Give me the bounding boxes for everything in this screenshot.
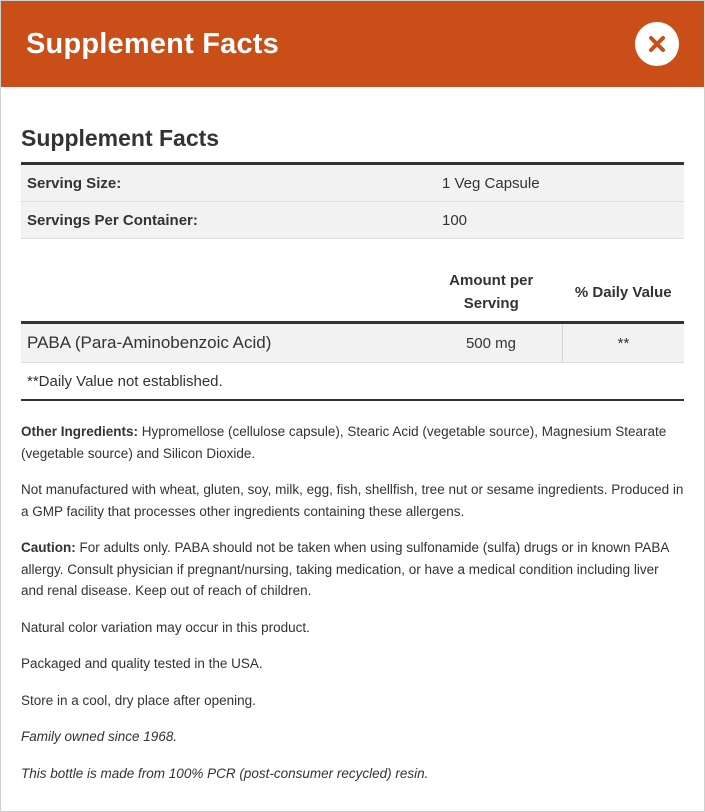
packaged-note: Packaged and quality tested in the USA.	[21, 656, 263, 671]
servings-per-container-label: Servings Per Container:	[21, 202, 436, 239]
footnote-row	[21, 363, 684, 401]
modal-header	[1, 1, 704, 87]
serving-size-label: Serving Size:	[21, 164, 436, 202]
daily-value-footnote: **Daily Value not established.	[21, 363, 684, 401]
nutrient-table-header	[21, 263, 684, 323]
allergen-statement: Not manufactured with wheat, gluten, soy, milk, egg, fish, shellfish, tree nut or sesame ingredients. Produced in a GMP facility that processes other ingredients containing these allergens.	[21, 482, 684, 519]
serving-size-row	[21, 164, 684, 202]
close-button[interactable]	[635, 22, 679, 66]
modal-title: Supplement Facts	[26, 27, 279, 60]
storage-note: Store in a cool, dry place after opening.	[21, 692, 256, 708]
servings-per-container-value: 100	[436, 202, 684, 239]
nutrient-daily-value: **	[563, 323, 685, 363]
nutrient-amount: 500 mg	[420, 323, 563, 363]
bottle-note: This bottle is made from 100% PCR (post-consumer recycled) resin.	[21, 765, 429, 781]
amount-header-line1: Amount per	[449, 272, 534, 289]
caution-label: Caution:	[21, 540, 76, 555]
other-ingredients-text: Hypromellose (cellulose capsule), Stearic Acid (vegetable source), Magnesium Stearate (vegetable source) and Silicon Dioxide.	[21, 424, 667, 461]
supplement-facts-table	[21, 162, 684, 239]
amount-header-line2: Serving	[463, 295, 519, 312]
amount-column-header	[420, 263, 563, 323]
nutrient-row	[21, 323, 684, 363]
servings-per-container-row	[21, 202, 684, 239]
nutrient-name: PABA (Para-Aminobenzoic Acid)	[21, 323, 420, 363]
nutrient-column-header	[21, 263, 420, 323]
caution	[21, 537, 684, 602]
close-icon	[648, 35, 666, 53]
serving-size-value: 1 Veg Capsule	[436, 164, 684, 202]
daily-value-column-header: % Daily Value	[574, 283, 672, 301]
family-owned-note: Family owned since 1968.	[21, 729, 178, 744]
facts-title: Supplement Facts	[21, 125, 220, 151]
product-info	[21, 421, 684, 784]
color-variation-note: Natural color variation may occur in this product.	[21, 619, 310, 635]
other-ingredients-label: Other Ingredients:	[21, 424, 139, 439]
nutrient-table	[21, 263, 684, 401]
other-ingredients	[21, 421, 684, 464]
modal-content	[1, 125, 704, 784]
caution-text: For adults only. PABA should not be taken when using sulfonamide (sulfa) drugs or in known PABA allergy. Consult physician if pregnant/nursing, taking medication, or have a medical condition including liver and renal disease. Keep out of reach of children.	[21, 540, 669, 598]
